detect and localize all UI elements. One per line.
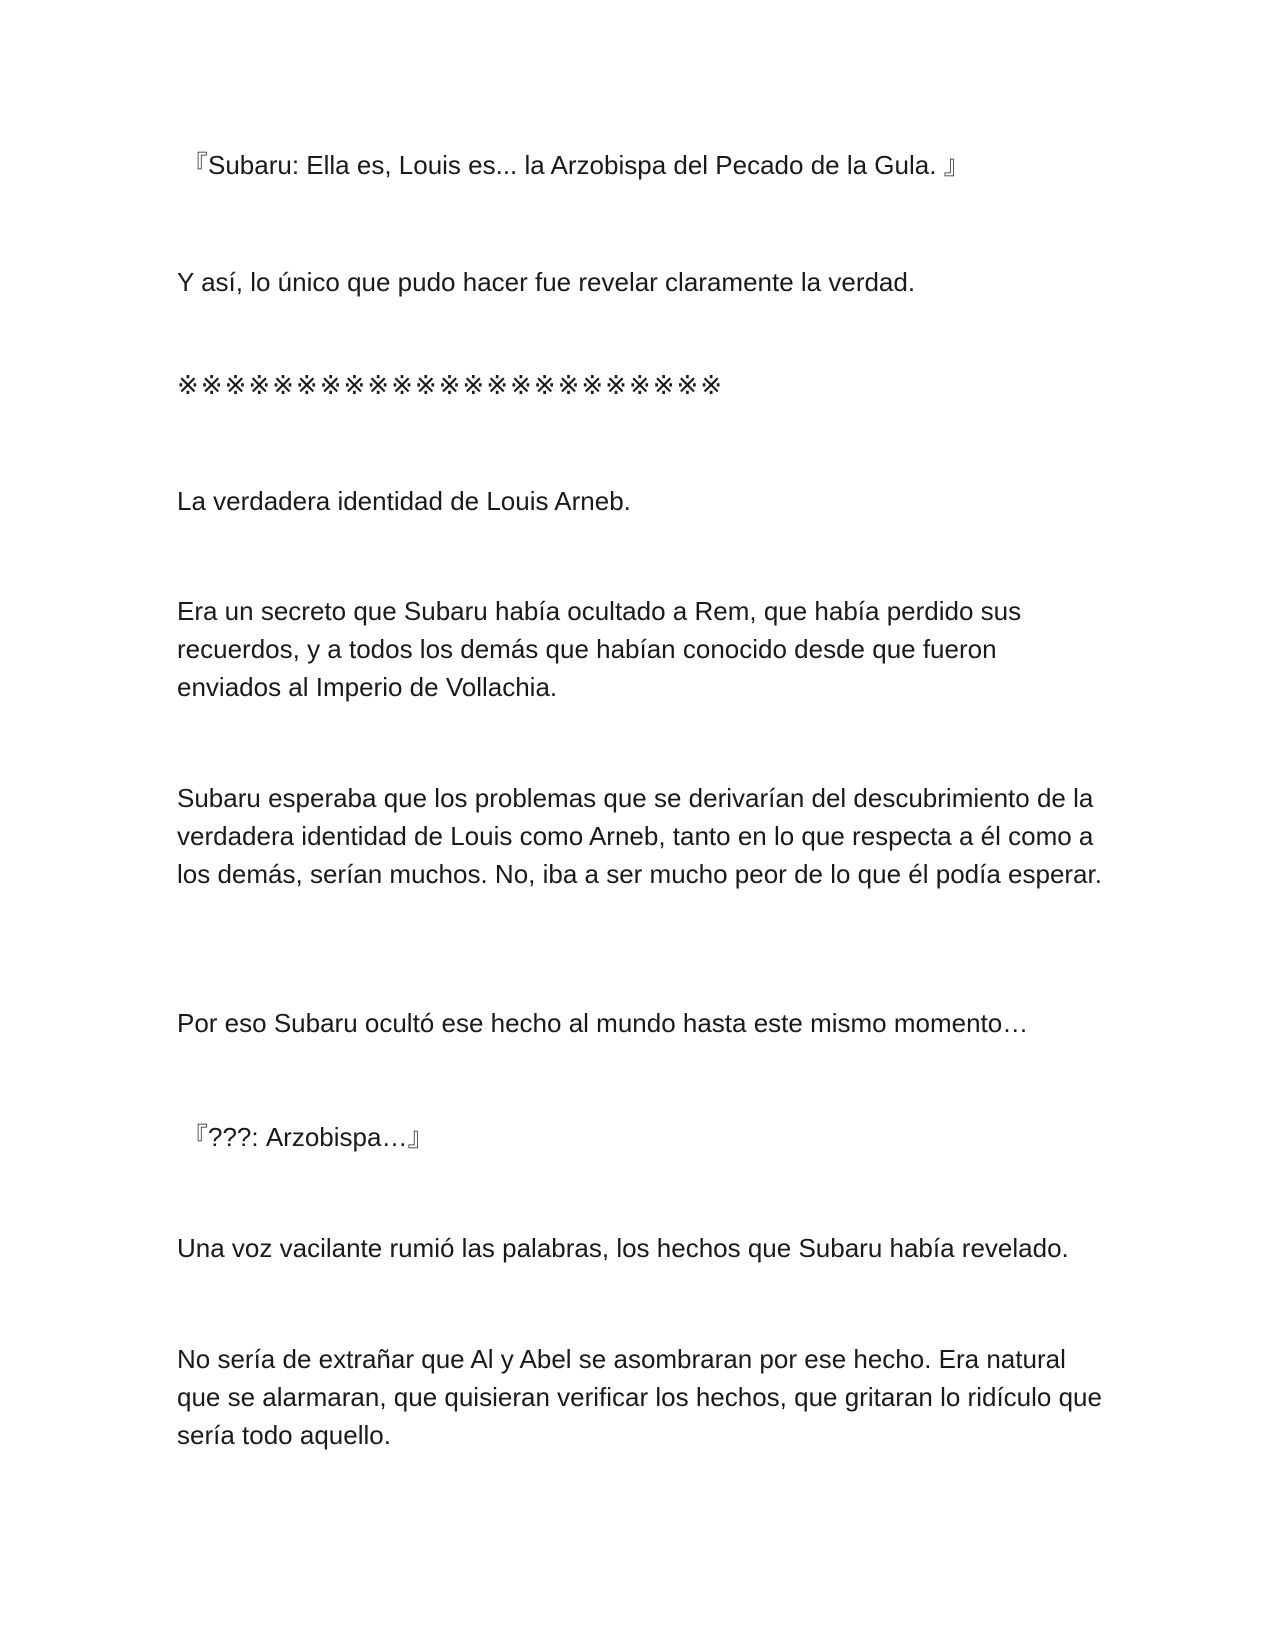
paragraph-astonishment: No sería de extrañar que Al y Abel se asombraran por ese hecho. Era natural que se alarmaran, que quisieran verificar los hechos, que gritaran lo ridículo que sería todo aquello. [177, 1344, 1110, 1450]
paragraph-problems: Subaru esperaba que los problemas que se derivarían del descubrimiento de la verdadera identidad de Louis como Arneb, tanto en lo que respecta a él como a los demás, serían muchos. No, iba a ser mucho peor de lo que él podía esperar. [177, 783, 1102, 889]
paragraph-hidden-fact: Por eso Subaru ocultó ese hecho al mundo hasta este mismo momento… [177, 1008, 1029, 1038]
paragraph-hesitant-voice: Una voz vacilante rumió las palabras, los hechos que Subaru había revelado. [177, 1233, 1069, 1263]
dialogue-subaru: 『Subaru: Ella es, Louis es... la Arzobispa del Pecado de la Gula. 』 [182, 150, 970, 180]
paragraph-true-identity: La verdadera identidad de Louis Arneb. [177, 486, 631, 516]
dialogue-unknown: 『???: Arzobispa…』 [182, 1122, 434, 1152]
paragraph-revelation: Y así, lo único que pudo hacer fue revelar claramente la verdad. [177, 267, 916, 297]
scene-separator: ※※※※※※※※※※※※※※※※※※※※※※※ [177, 371, 725, 401]
paragraph-secret: Era un secreto que Subaru había ocultado a Rem, que había perdido sus recuerdos, y a todos los demás que habían conocido desde que fueron enviados al Imperio de Vollachia. [177, 596, 1029, 702]
